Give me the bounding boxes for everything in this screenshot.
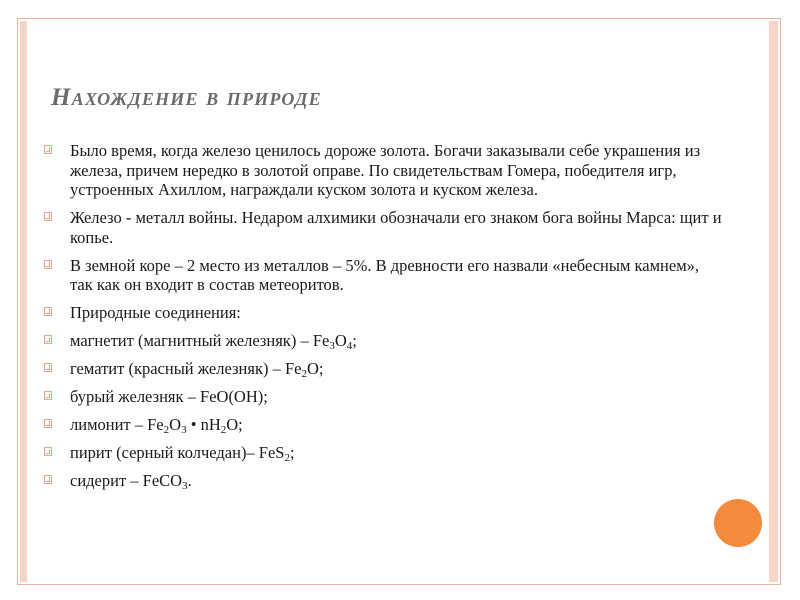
bullet-text: магнетит (магнитный железняк) – $Fe_3O_4$; xyxy=(70,331,357,352)
bullet-text: лимонит – $Fe_2O_3$ • $nH_2O$; xyxy=(70,415,243,436)
bullet-marker-icon xyxy=(44,447,52,456)
bullet-item-magnetite xyxy=(44,331,724,351)
bullet-item-war-metal xyxy=(44,208,724,247)
bullet-item-hematite xyxy=(44,359,724,379)
bullet-text: гематит (красный железняк) – $Fe_2O$; xyxy=(70,359,324,380)
bullet-text: сидерит – FeCO$_3$. xyxy=(70,471,192,492)
bullet-item-earth-crust xyxy=(44,256,724,295)
bullet-item-brown-ore xyxy=(44,387,724,407)
bullet-text: бурый железняк – FeO(OH); xyxy=(70,387,268,406)
bullet-item-history xyxy=(44,141,724,200)
right-decor-band xyxy=(769,21,778,582)
bullet-text: Было время, когда железо ценилось дороже золота. Богачи заказывали себе украшения из железа, причем нередко в золотой оправе. По свидетельствам Гомера, победителя игр, устроенных Ахиллом, награждали куском золота и куском железа. xyxy=(70,141,701,199)
bullet-marker-icon xyxy=(44,391,52,400)
bullet-item-natural-compounds xyxy=(44,303,724,323)
bullet-list xyxy=(44,141,724,499)
bullet-text: пирит (серный колчедан)– FeS$_2$; xyxy=(70,443,295,464)
bullet-marker-icon xyxy=(44,419,52,428)
bullet-marker-icon xyxy=(44,363,52,372)
left-decor-band xyxy=(20,21,27,582)
bullet-marker-icon xyxy=(44,212,52,221)
bullet-text: Природные соединения: xyxy=(70,303,241,322)
bullet-item-limonite xyxy=(44,415,724,435)
bullet-item-siderite xyxy=(44,471,724,491)
bullet-marker-icon xyxy=(44,145,52,154)
accent-circle xyxy=(714,499,762,547)
bullet-marker-icon xyxy=(44,475,52,484)
bullet-text: В земной коре – 2 место из металлов – 5%. В древности его назвали «небесным камнем», так как он входит в состав метеоритов. xyxy=(70,255,700,294)
bullet-marker-icon xyxy=(44,307,52,316)
bullet-marker-icon xyxy=(44,335,52,344)
bullet-item-pyrite xyxy=(44,443,724,463)
slide-title: Нахождение в природе xyxy=(51,84,322,111)
bullet-text: Железо - металл войны. Недаром алхимики обозначали его знаком бога войны Марса: щит и копье. xyxy=(70,208,722,247)
bullet-marker-icon xyxy=(44,260,52,269)
